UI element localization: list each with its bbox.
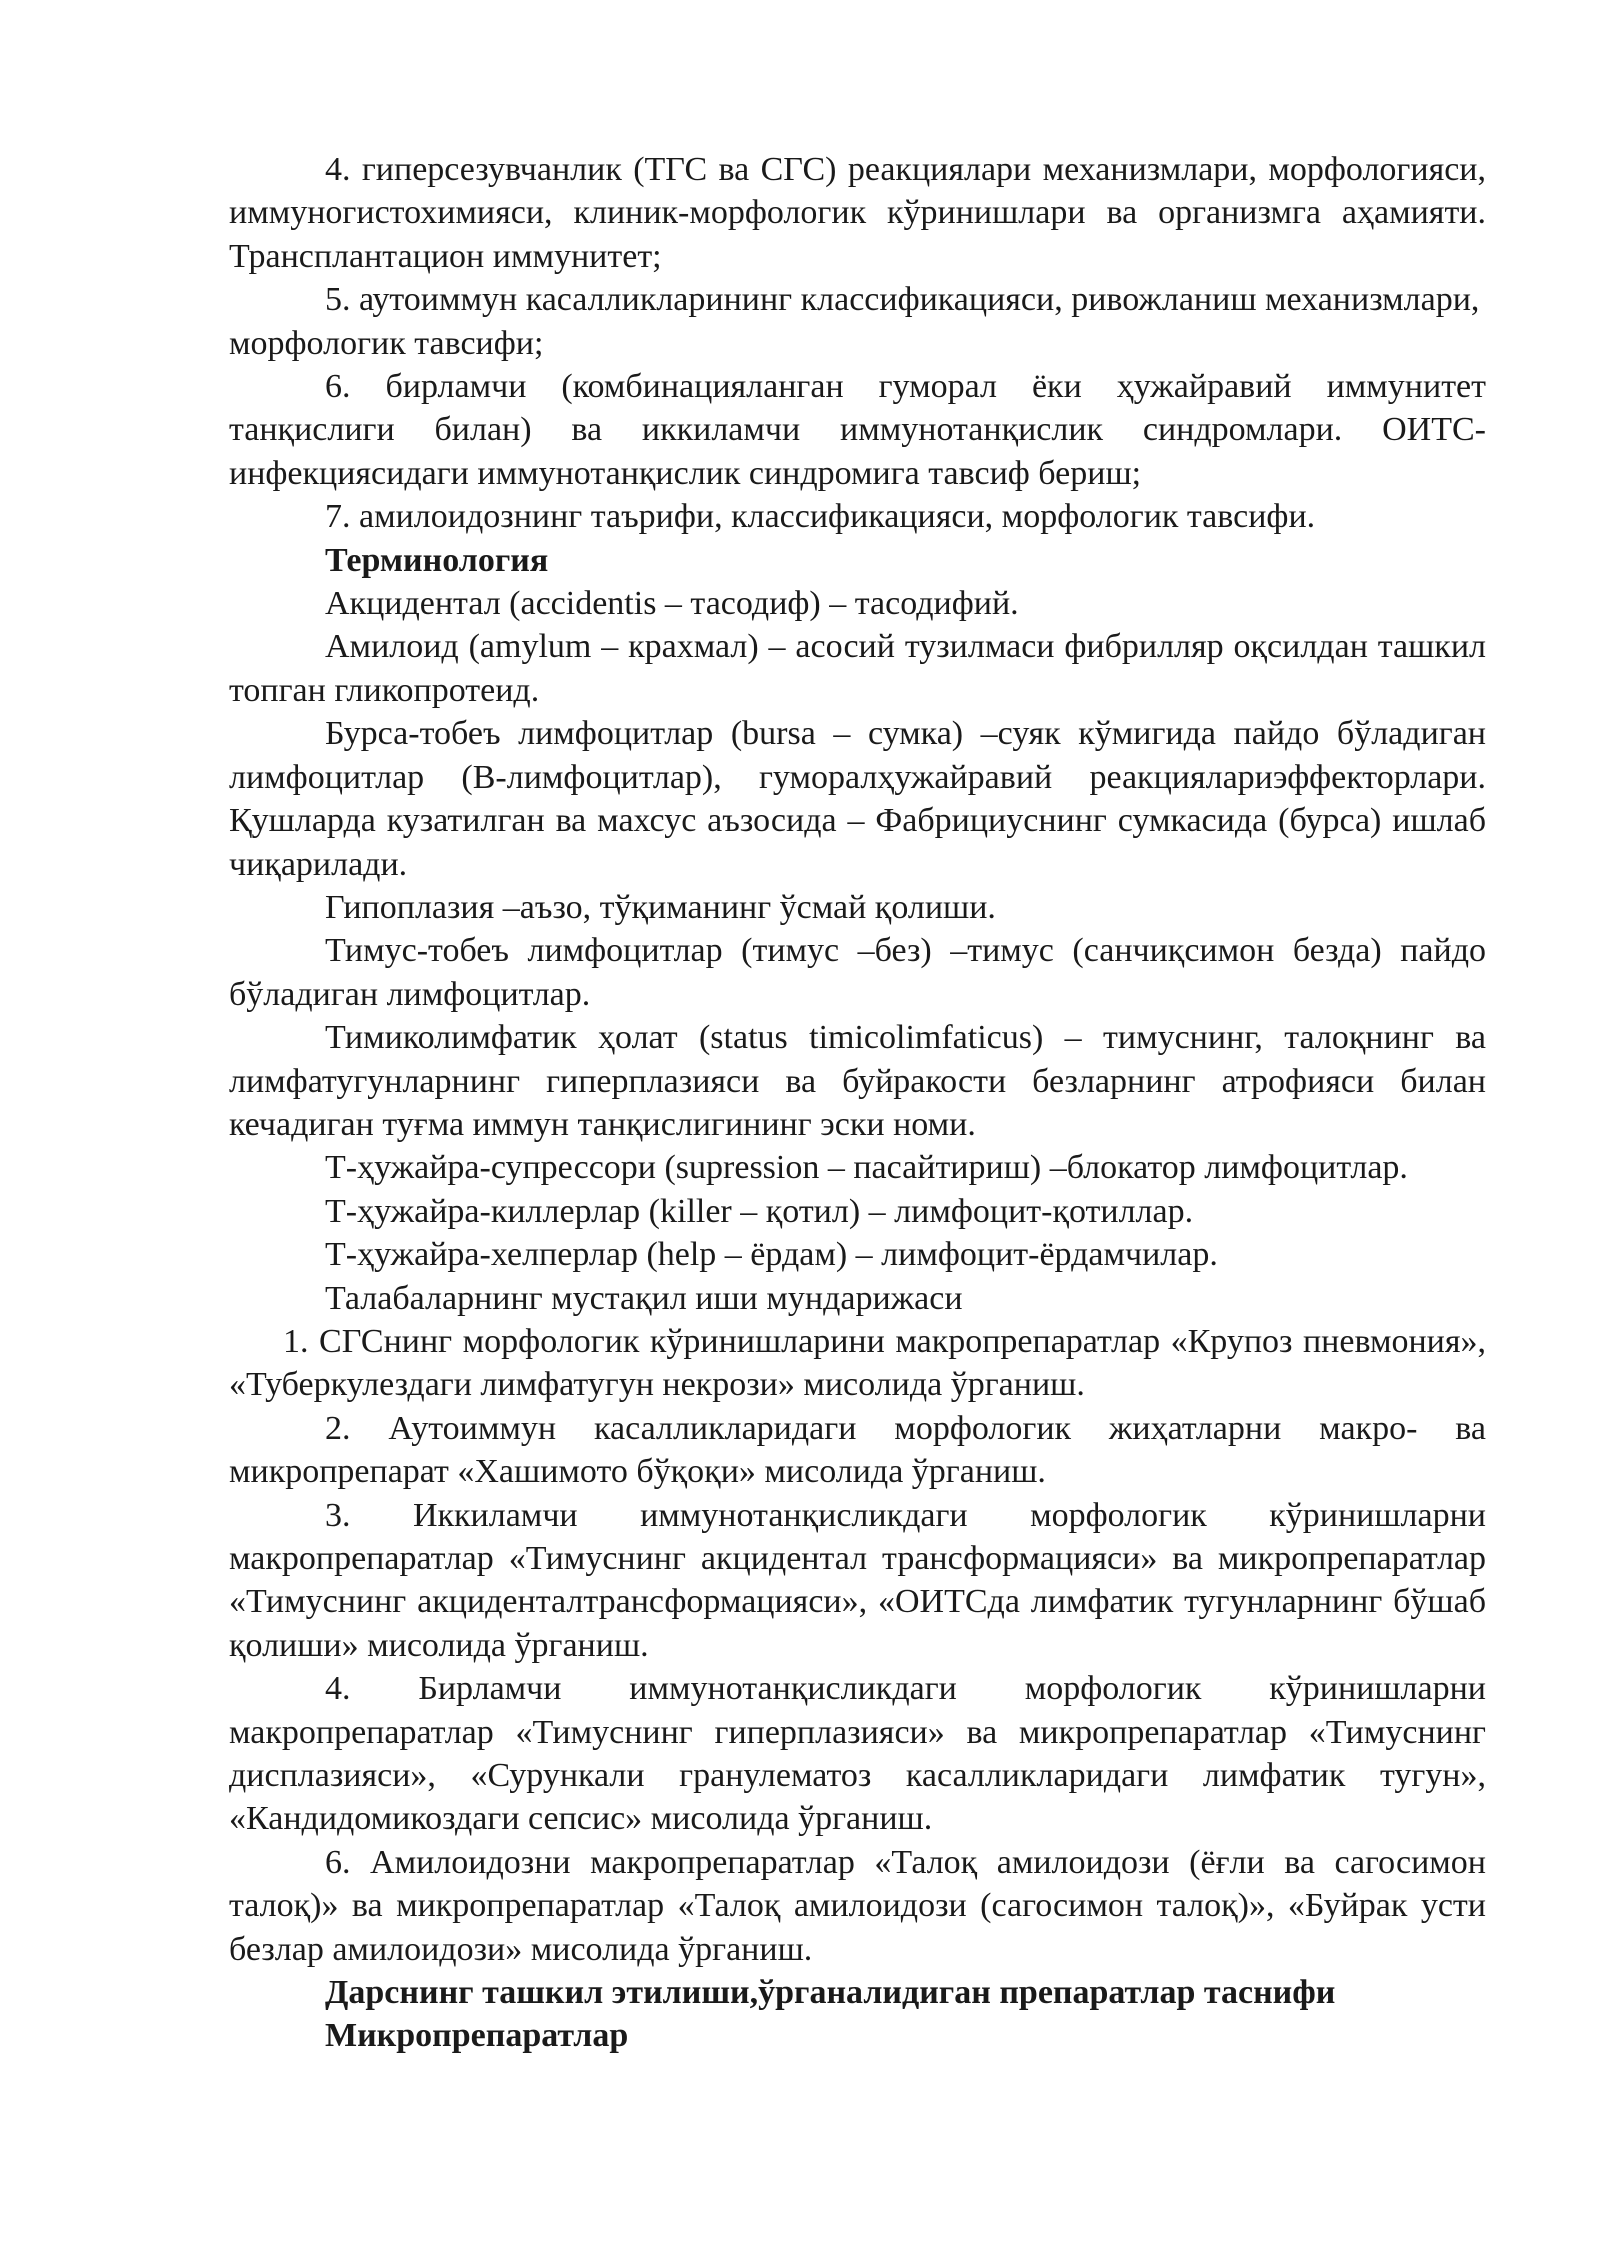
term-definition: Т-ҳужайра-киллерлар (killer – қотил) – лимфоцит-қотиллар. (325, 1192, 1194, 1230)
document-page (229, 148, 1486, 2058)
term-definition: Тимиколимфатик ҳолат (status timicolimfaticus) – тимуснинг, талоқнинг ва лимфатугунларнинг гиперплазияси ва буйракости безларнинг атрофияси билан кечадиган туғма иммун танқислигининг эски номи. (229, 1019, 1486, 1143)
list-item: 4. гиперсезувчанлик (ТГС ва СГС) реакциялари механизмлари, морфологияси, иммуногистохимияси, клиник-морфологик кўринишлари ва организмга аҳамияти. Трансплантацион иммунитет; (229, 151, 1486, 275)
term-definition: Бурса-тобеъ лимфоцитлар (bursa – сумка) –суяк кўмигида пайдо бўладиган лимфоцитлар (В-лимфоцитлар), гуморалҳужайравий реакциялариэффекторлари. Қушларда кузатилган ва махсус аъзосида – Фабрициуснинг сумкасида (бурса) ишлаб чиқарилади. (229, 715, 1486, 883)
term-definition: Гипоплазия –аъзо, тўқиманинг ўсмай қолиши. (325, 888, 996, 926)
list-item: 6. бирламчи (комбинацияланган гуморал ёки ҳужайравий иммунитет танқислиги билан) ва иккиламчи иммунотанқислик синдромлари. ОИТС-инфекциясидаги иммунотанқислик синдромига тавсиф бериш; (229, 368, 1486, 492)
list-item: 4. Бирламчи иммунотанқисликдаги морфологик кўринишларни макропрепаратлар «Тимуснинг гиперплазияси» ва микропрепаратлар «Тимуснинг дисплазияси», «Сурункали гранулематоз касалликларидаги лимфатик тугун», «Кандидомикоздаги сепсис» мисолида ўрганиш. (229, 1670, 1486, 1838)
term-definition: Т-ҳужайра-супрессори (supression – пасайтириш) –блокатор лимфоцитлар. (325, 1149, 1408, 1187)
section-heading-terminology: Терминология (325, 541, 549, 579)
section-heading-lesson-organization: Дарснинг ташкил этилиши,ўрганалидиган препаратлар таснифи (325, 1974, 1336, 2012)
section-heading-micropreparations: Микропрепаратлар (325, 2017, 629, 2055)
term-definition: Т-ҳужайра-хелперлар (help – ёрдам) – лимфоцит-ёрдамчилар. (325, 1236, 1218, 1274)
list-item: 2. Аутоиммун касалликларидаги морфологик жиҳатларни макро- ва микропрепарат «Хашимото бўқоқи» мисолида ўрганиш. (229, 1409, 1486, 1491)
section-title-independent-work: Талабаларнинг мустақил иши мундарижаси (325, 1279, 963, 1317)
list-item: 6. Амилоидозни макропрепаратлар «Талоқ амилоидози (ёғли ва сагосимон талоқ)» ва микропрепаратлар «Талоқ амилоидози (сагосимон талоқ)», «Буйрак усти безлар амилоидози» мисолида ўрганиш. (229, 1843, 1486, 1968)
list-item: 5. аутоиммун касалликларининг классификацияси, ривожланиш механизмлари, морфологик тавсифи; (229, 281, 1480, 362)
term-definition: Амилоид (amylum – крахмал) – асосий тузилмаси фибрилляр оқсилдан ташкил топган гликопротеид. (229, 628, 1486, 709)
term-definition: Акцидентал (accidentis – тасодиф) – тасодифий. (325, 585, 1019, 623)
term-definition: Тимус-тобеъ лимфоцитлар (тимус –без) –тимус (санчиқсимон безда) пайдо бўладиган лимфоцитлар. (229, 932, 1486, 1013)
list-item: 3. Иккиламчи иммунотанқисликдаги морфологик кўринишларни макропрепаратлар «Тимуснинг акцидентал трансформацияси» ва микропрепаратлар «Тимуснинг акциденталтрансформацияси», «ОИТСда лимфатик тугунларнинг бўшаб қолиши» мисолида ўрганиш. (229, 1496, 1486, 1664)
list-item: 1. СГСнинг морфологик кўринишларини макропрепаратлар «Крупоз пневмония», «Туберкулездаги лимфатугун некрози» мисолида ўрганиш. (229, 1322, 1486, 1404)
list-item: 7. амилоидознинг таърифи, классификацияси, морфологик тавсифи. (325, 498, 1316, 536)
